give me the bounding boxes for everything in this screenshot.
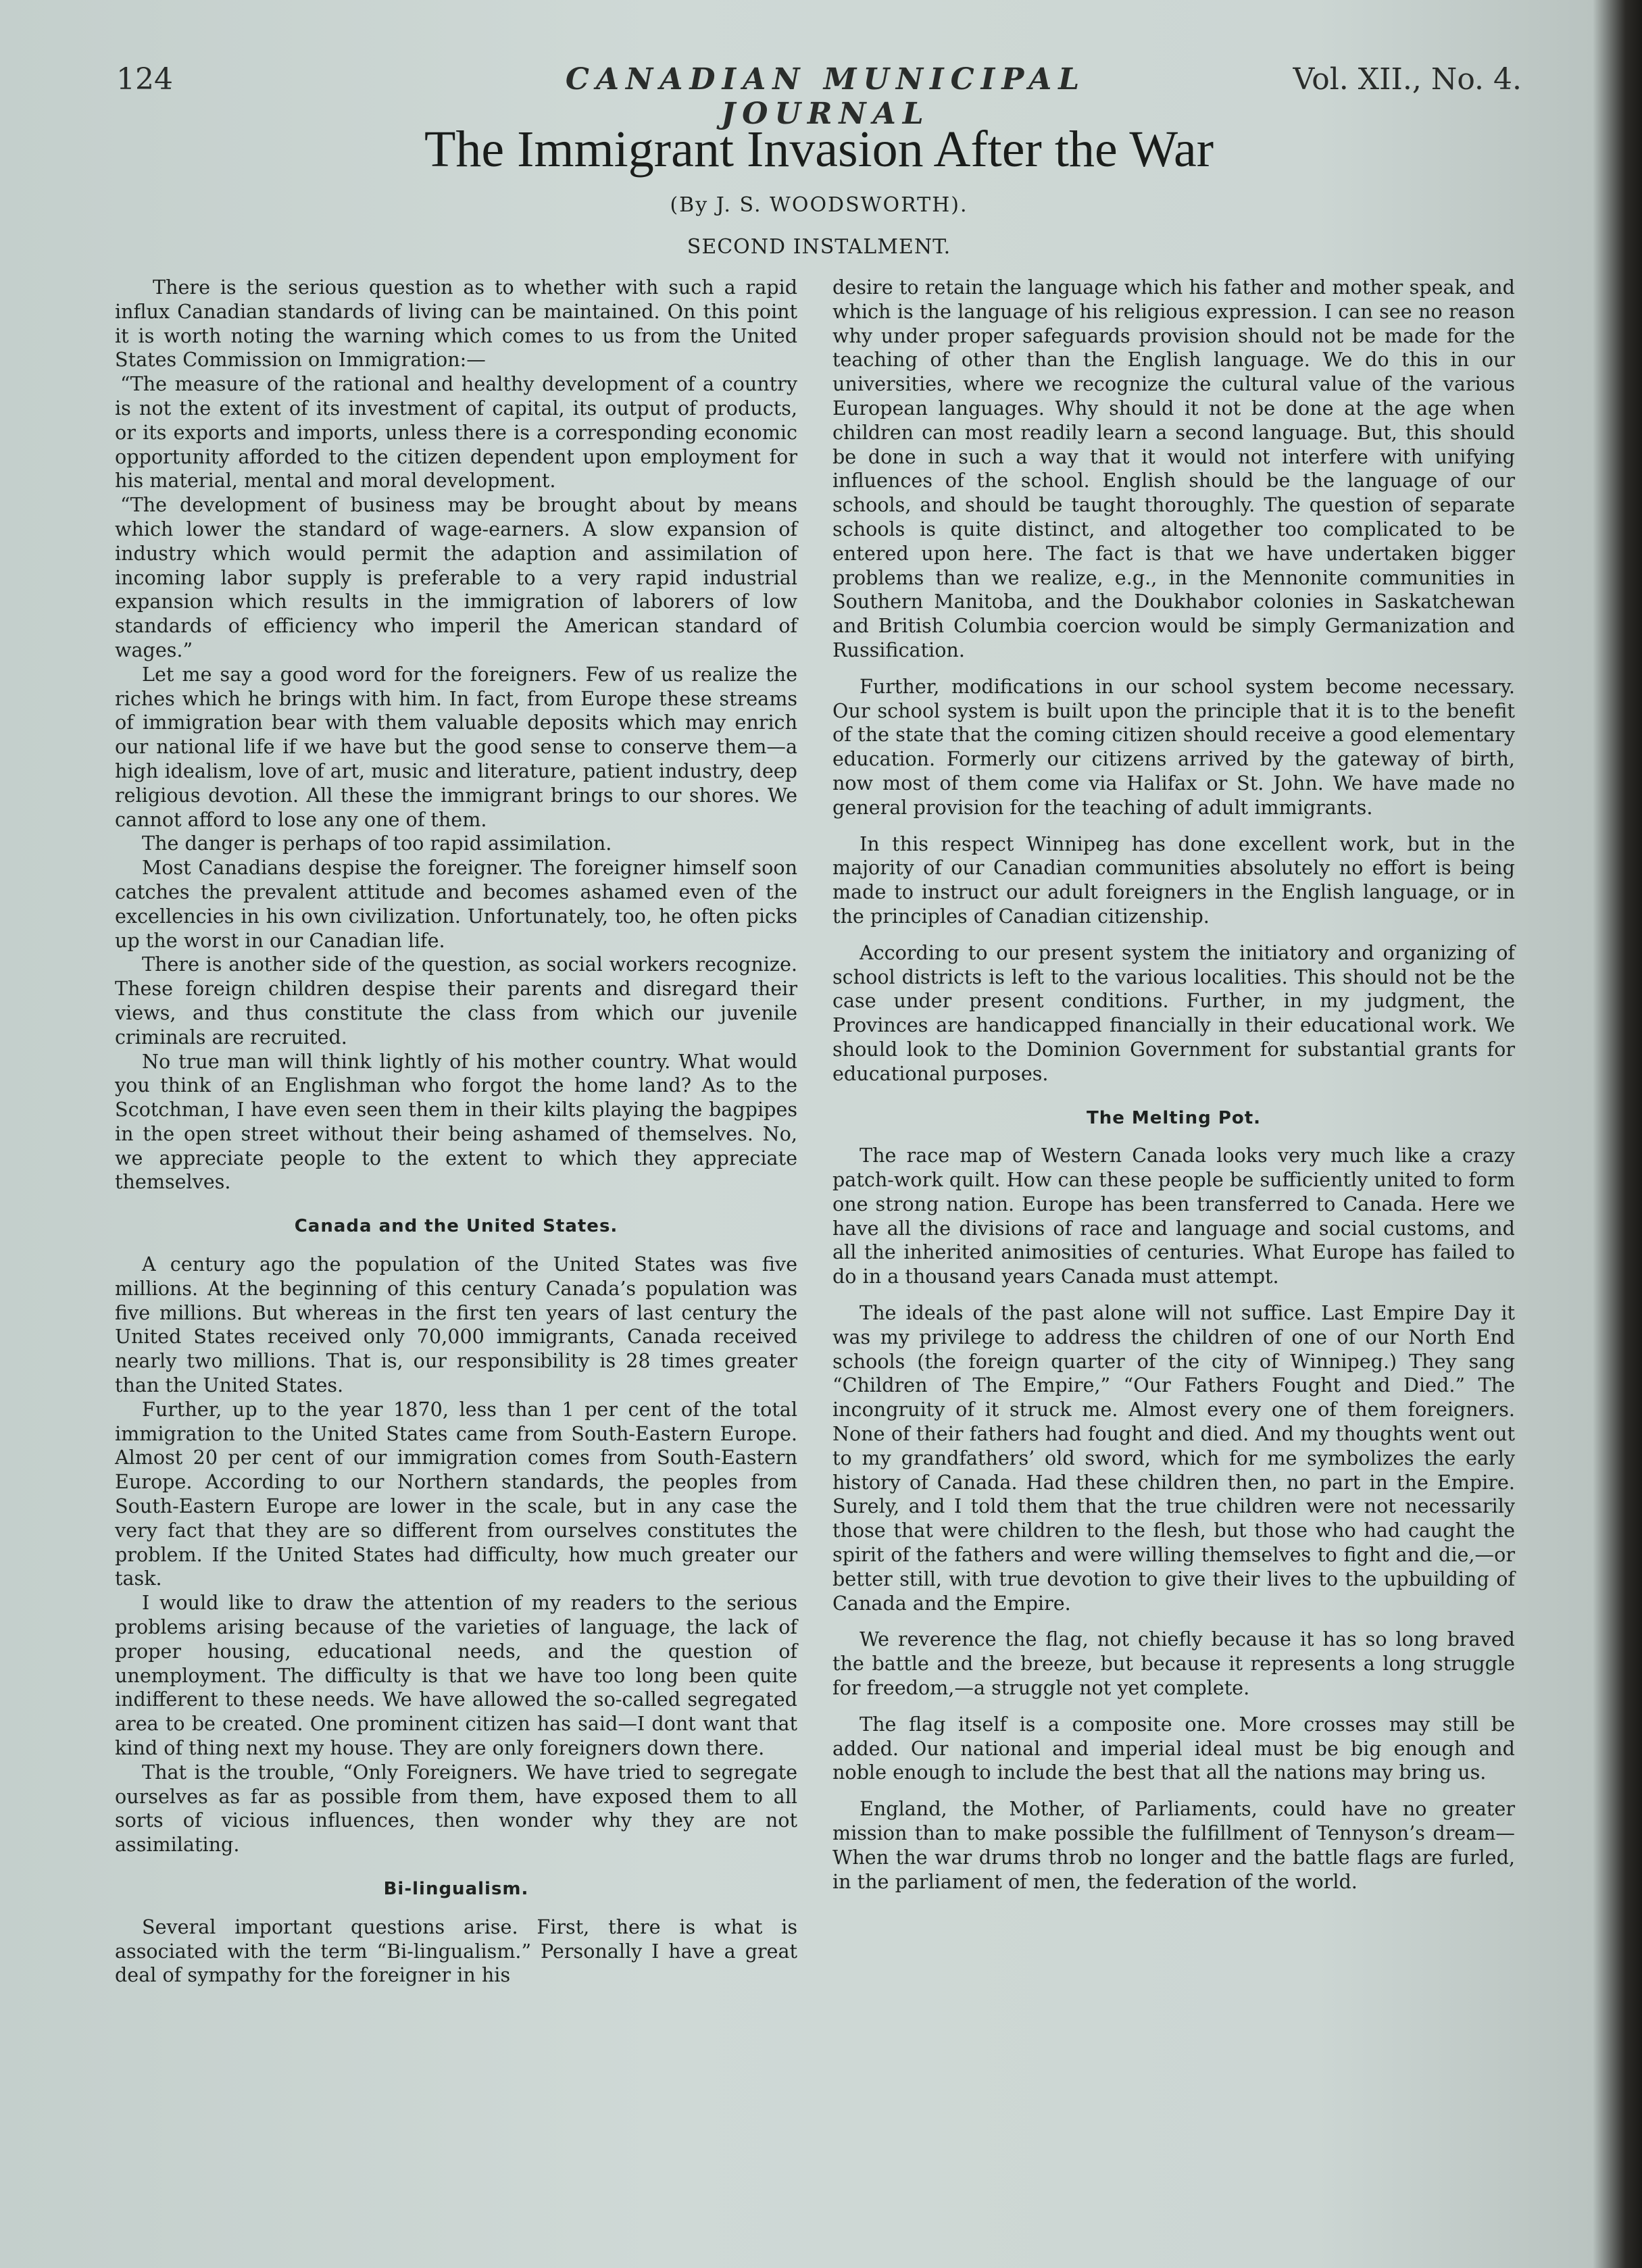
article-title: The Immigrant Invasion After the War <box>424 121 1214 178</box>
paragraph: Further, modifications in our school system become necessary. Our school system is built upon the principle that it is to the benefit of the state that the coming citizen should receive a good elementary education. Formerly our citizens arrived by the gateway of birth, now most of them come via Halifax or St. John. We have made no general provision for the teaching of adult immigrants. <box>832 674 1515 819</box>
paragraph: Let me say a good word for the foreigners. Few of us realize the riches which he brings with him. In fact, from Europe these streams of immigration bear with them valuable deposits which may enrich our national life if we have but the good sense to conserve them—a high idealism, love of art, music and literature, patient industry, deep religious devotion. All these the immigrant brings to our shores. We cannot afford to lose any one of them. <box>115 662 797 831</box>
paragraph: The ideals of the past alone will not suffice. Last Empire Day it was my privilege to address the children of one of our North End schools (the foreign quarter of the city of Winnipeg.) They sang “Children of The Empire,” “Our Fathers Fought and Died.” The incongruity of it struck me. Almost every one of them foreigners. None of their fathers had fought and died. And my thoughts went out to my grandfathers’ old sword, which for me symbolizes the early history of Canada. Had these children then, no part in the Empire. Surely, and I told them that the true children were not necessarily those that were children to the flesh, but those who had caught the spirit of the fathers and were willing themselves to fight and die,—or better still, with true devotion to give their lives to the upbuilding of Canada and the Empire. <box>832 1301 1515 1615</box>
paragraph: The race map of Western Canada looks very much like a crazy patch-work quilt. How can these people be sufficiently united to form one strong nation. Europe has been transferred to Canada. Here we have all the divisions of race and language and social customs, and all the inherited animosities of centuries. What Europe has failed to do in a thousand years Canada must attempt. <box>832 1144 1515 1288</box>
paragraph: There is the serious question as to whether with such a rapid influx Canadian standards of living can be maintained. On this point it is worth noting the warning which comes to us from the United States Commission on Immigration:— <box>115 276 797 372</box>
paragraph: England, the Mother, of Parliaments, could have no greater mission than to make possible the fulfillment of Tennyson’s dream—When the war drums throb no longer and the battle flags are furled, in the parliament of men, the federation of the world. <box>832 1797 1515 1893</box>
volume-number: Vol. XII., No. 4. <box>1293 62 1522 97</box>
paragraph: I would like to draw the attention of my readers to the serious problems arising because of the varieties of language, the lack of proper housing, educational needs, and the question of unemployment. The difficulty is that we have too long been quite indifferent to these needs. We have allowed the so-called segregated area to be created. One prominent citizen has said—I dont want that kind of thing next my house. They are only foreigners down there. <box>115 1591 797 1760</box>
paragraph: We reverence the flag, not chiefly because it has so long braved the battle and the breeze, but because it represents a long struggle for freedom,—a struggle not yet complete. <box>832 1628 1515 1700</box>
paragraph: The flag itself is a composite one. More crosses may still be added. Our national and imperial ideal must be big enough and noble enough to include the best that all the nations may bring us. <box>832 1712 1515 1784</box>
article-instalment: SECOND INSTALMENT. <box>687 235 951 259</box>
left-column <box>115 276 797 1988</box>
paragraph: No true man will think lightly of his mother country. What would you think of an Englishman who forgot the home land? As to the Scotchman, I have even seen them in their kilts playing the bagpipes in the open street without their being ashamed of themselves. No, we appreciate people to the extent to which they appreciate themselves. <box>115 1049 797 1194</box>
running-header <box>116 62 1522 131</box>
journal-name: CANADIAN MUNICIPAL JOURNAL <box>565 62 1087 131</box>
paragraph: There is another side of the question, as social workers recognize. These foreign children despise their parents and disregard their views, and thus constitute the class from which our juvenile criminals are recruited. <box>115 953 797 1049</box>
quote-paragraph: “The measure of the rational and healthy development of a country is not the extent of its investment of capital, its output of products, or its exports and imports, unless there is a corresponding economic opportunity afforded to the citizen dependent upon employment for his material, mental and moral development. <box>115 372 797 493</box>
quote-paragraph: “The development of business may be brought about by means which lower the standard of wage-earners. A slow expansion of industry which would permit the adaption and assimilation of incoming labor supply is preferable to a very rapid industrial expansion which results in the immigration of laborers of low standards of efficiency who imperil the American standard of wages.” <box>115 493 797 661</box>
paragraph: A century ago the population of the United States was five millions. At the beginning of this century Canada’s population was five millions. But whereas in the first ten years of last century the United States received only 70,000 immigrants, Canada received nearly two millions. That is, our responsibility is 28 times greater than the United States. <box>115 1253 797 1397</box>
section-heading: Canada and the United States. <box>294 1216 618 1237</box>
paragraph: According to our present system the initiatory and organizing of school districts is left to the various localities. This should not be the case under present conditions. Further, in my judgment, the Provinces are handicapped financially in their educational work. We should look to the Dominion Government for substantial grants for educational purposes. <box>832 940 1515 1085</box>
paragraph: desire to retain the language which his father and mother speak, and which is the language of his religious expression. I can see no reason why under proper safeguards provision should not be made for the teaching of other than the English language. We do this in our universities, where we recognize the cultural value of the various European languages. Why should it not be done at the age when children can most readily learn a second language. But, this should be done in such a way that it would not interfere with unifying influences of the school. English should be the language of our schools, and should be taught thoroughly. The question of separate schools is quite distinct, and altogether too complicated to be entered upon here. The fact is that we have undertaken bigger problems than we realize, e.g., in the Mennonite communities in Southern Manitoba, and the Doukhabor colonies in Saskatchewan and British Columbia coercion would be simply Germanization and Russification. <box>832 276 1515 661</box>
paragraph: The danger is perhaps of too rapid assimilation. <box>142 832 612 855</box>
paragraph: In this respect Winnipeg has done excellent work, but in the majority of our Canadian communities absolutely no effort is being made to instruct our adult foreigners in the English language, or in the principles of Canadian citizenship. <box>832 832 1515 928</box>
paragraph: Further, up to the year 1870, less than 1 per cent of the total immigration to the United States came from South-Eastern Europe. Almost 20 per cent of our immigration comes from South-Eastern Europe. According to our Northern standards, the peoples from South-Eastern Europe are lower in the scale, but in any case the very fact that they are so different from ourselves constitutes the problem. If the United States had difficulty, how much greater our task. <box>115 1397 797 1590</box>
paragraph: Several important questions arise. First, there is what is associated with the term “Bi-lingualism.” Personally I have a great deal of sympathy for the foreigner in his <box>115 1915 797 1987</box>
right-column <box>832 276 1515 1894</box>
section-heading: The Melting Pot. <box>1086 1107 1262 1128</box>
page-number: 124 <box>116 62 173 97</box>
paragraph: Most Canadians despise the foreigner. The foreigner himself soon catches the prevalent attitude and becomes ashamed even of the excellencies in his own civilization. Unfortunately, too, he often picks up the worst in our Canadian life. <box>115 856 797 952</box>
section-heading: Bi-lingualism. <box>383 1879 529 1899</box>
paragraph: That is the trouble, “Only Foreigners. We have tried to segregate ourselves as far as possible from them, have exposed them to all sorts of vicious influences, then wonder why they are not assimilating. <box>115 1760 797 1857</box>
article-byline: (By J. S. WOODSWORTH). <box>670 193 968 217</box>
